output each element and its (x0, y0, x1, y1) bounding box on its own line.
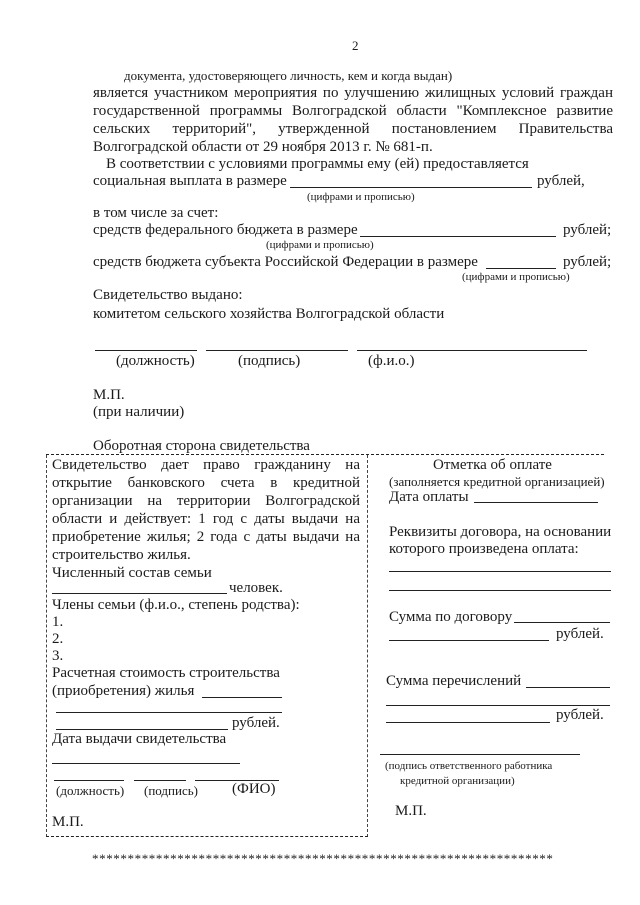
contract-details-label: Реквизиты договора, на основании (389, 524, 612, 540)
social-payment-label: социальная выплата в размере (93, 173, 287, 189)
bank-signature-note: (подпись ответственного работника (385, 760, 553, 772)
cost-field-3[interactable] (56, 729, 228, 730)
signature-line[interactable] (206, 350, 348, 351)
table-divider (367, 455, 368, 837)
payment-mark-subtitle: (заполняется кредитной организацией) (389, 474, 605, 489)
social-payment-hint: (цифрами и прописью) (307, 191, 415, 203)
social-payment-unit: рублей, (537, 173, 585, 189)
family-member-3: 3. (52, 648, 64, 664)
federal-budget-label: средств федерального бюджета в размере (93, 222, 358, 238)
regional-budget-hint: (цифрами и прописью) (462, 271, 570, 283)
validity-line-2: открытие банковского счета в кредитной (52, 475, 360, 491)
position-line[interactable] (95, 350, 197, 351)
id-document-note: документа, удостоверяющего личность, кем и когда выдан) (124, 68, 453, 83)
left-position-caption: (должность) (56, 783, 125, 798)
cost-unit: рублей. (232, 715, 280, 731)
contract-details-label-2: которого произведена оплата: (389, 541, 579, 557)
table-left-border (46, 455, 47, 837)
cost-field-1[interactable] (202, 697, 282, 698)
left-fio-caption: (ФИО) (232, 781, 276, 797)
validity-line-3: организации на территории Волгоградской (52, 493, 360, 509)
contract-details-field-2[interactable] (389, 590, 611, 591)
cost-label: Расчетная стоимость строительства (52, 665, 280, 681)
family-members-label: Члены семьи (ф.и.о., степень родства): (52, 597, 300, 613)
intro-line-1: является участником мероприятия по улучшению жилищных условий граждан (93, 85, 613, 101)
transfer-sum-unit: рублей. (556, 707, 604, 723)
left-stamp-place: М.П. (52, 814, 84, 830)
left-position-line[interactable] (54, 780, 124, 781)
transfer-sum-field-1[interactable] (526, 687, 610, 688)
transfer-sum-field-3[interactable] (386, 722, 550, 723)
cost-label-2: (приобретения) жилья (52, 683, 195, 699)
regional-budget-unit: рублей; (563, 254, 612, 270)
transfer-sum-label: Сумма перечислений (386, 673, 522, 689)
table-top-border (46, 454, 604, 455)
validity-line-6: строительство жилья. (52, 547, 191, 563)
table-bottom-border (46, 836, 368, 837)
payment-date-label: Дата оплаты (389, 489, 469, 505)
regional-budget-label: средств бюджета субъекта Российской Федерации в размере (93, 254, 478, 270)
fio-line[interactable] (357, 350, 587, 351)
fio-caption: (ф.и.о.) (368, 353, 415, 369)
cost-field-2[interactable] (56, 712, 282, 713)
payment-date-field[interactable] (474, 502, 598, 503)
page-number: 2 (352, 38, 359, 53)
family-member-1: 1. (52, 614, 64, 630)
contract-sum-field-2[interactable] (389, 640, 549, 641)
issued-label: Свидетельство выдано: (93, 287, 243, 303)
contract-sum-label: Сумма по договору (389, 609, 513, 625)
issue-date-label: Дата выдачи свидетельства (52, 731, 227, 747)
intro-line-4: Волгоградской области от 29 ноября 2013 г. № 681-п. (93, 139, 433, 155)
transfer-sum-field-2[interactable] (386, 705, 610, 706)
validity-line-5: приобретение жилья; 2 года с даты выдачи на (52, 529, 360, 545)
left-signature-caption: (подпись) (144, 783, 198, 798)
payment-lead: В соответствии с условиями программы ему (ей) предоставляется (106, 156, 529, 172)
validity-line-1: Свидетельство дает право гражданину на (52, 457, 360, 473)
stamp-note: (при наличии) (93, 404, 185, 420)
right-stamp-place: М.П. (395, 803, 427, 819)
federal-budget-unit: рублей; (563, 222, 612, 238)
bank-signature-note-2: кредитной организации) (400, 775, 515, 787)
contract-sum-unit: рублей. (556, 626, 604, 642)
regional-budget-field[interactable] (486, 268, 556, 269)
payment-mark-title: Отметка об оплате (433, 457, 552, 473)
bank-signature-line[interactable] (380, 754, 580, 755)
position-caption: (должность) (116, 353, 195, 369)
social-payment-field[interactable] (290, 187, 532, 188)
including-label: в том числе за счет: (93, 205, 219, 221)
signature-caption: (подпись) (238, 353, 301, 369)
federal-budget-field[interactable] (360, 236, 556, 237)
contract-sum-field-1[interactable] (514, 622, 610, 623)
family-count-field[interactable] (52, 593, 227, 594)
family-count-label: Численный состав семьи (52, 565, 212, 581)
persons-unit: человек. (229, 580, 283, 596)
validity-line-4: области и действует: 1 год с даты выдачи на (52, 511, 360, 527)
stamp-place: М.П. (93, 387, 125, 403)
federal-budget-hint: (цифрами и прописью) (266, 239, 374, 251)
left-signature-line[interactable] (134, 780, 186, 781)
issued-by: комитетом сельского хозяйства Волгоградской области (93, 306, 445, 322)
intro-line-2: государственной программы Волгоградской области "Комплексное развитие (93, 103, 613, 119)
reverse-side-title: Оборотная сторона свидетельства (93, 438, 310, 454)
star-separator: ***************************************************************** (92, 851, 554, 866)
intro-line-3: сельских территорий", утвержденной постановлением Правительства (93, 121, 613, 137)
contract-details-field-1[interactable] (389, 571, 611, 572)
family-member-2: 2. (52, 631, 64, 647)
issue-date-field[interactable] (52, 763, 240, 764)
